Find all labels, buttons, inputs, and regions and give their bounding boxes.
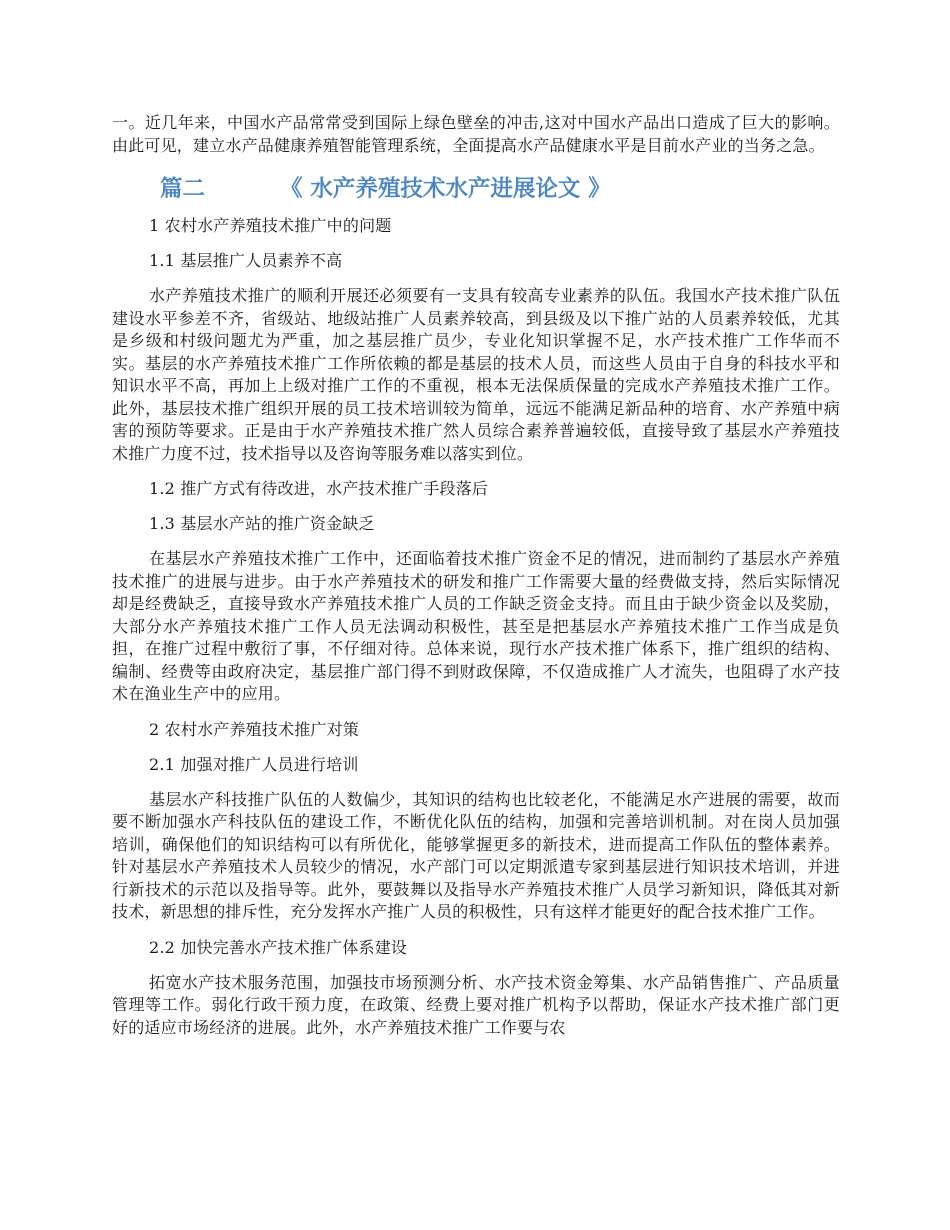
paragraph-2-1: 基层水产科技推广队伍的人数偏少，其知识的结构也比较老化，不能满足水产进展的需要，故而要不断加强水产科技队伍的建设工作，不断优化队伍的结构，加强和完善培训机制。对在岗人员加强培训，确保他们的知识结构可以有所优化，能够掌握更多的新技术，进而提高工作队伍的整体素养。针对基层水产养殖技术人员较少的情况，水产部门可以定期派遣专家到基层进行知识技术培训，并进行新技术的示范以及指导等。此外，要鼓舞以及指导水产养殖技术推广人员学习新知识，降低其对新技术，新思想的排斥性，充分发挥水产推广人员的积极性，只有这样才能更好的配合技术推广工作。 — [112, 789, 840, 921]
section-heading-1-2: 1.2 推广方式有待改进，水产技术推广手段落后 — [149, 479, 489, 498]
section-heading-1: 1 农村水产养殖技术推广中的问题 — [149, 216, 392, 235]
chapter-title: 《 水产养殖技术水产进展论文 》 — [280, 176, 611, 202]
section-heading-2-1: 2.1 加强对推广人员进行培训 — [149, 754, 359, 774]
chapter-tag: 篇二 — [160, 176, 206, 202]
document-page — [112, 112, 840, 1039]
paragraph-1-1: 水产养殖技术推广的顺利开展还必须要有一支具有较高专业素养的队伍。我国水产技术推广队伍建设水平参差不齐，省级站、地级站推广人员素养较高，到县级及以下推广站的人员素养较低，尤其是乡级和村级问题尤为严重，加之基层推广员少，专业化知识掌握不足，水产技术推广工作华而不实。基层的水产养殖技术推广工作所依赖的都是基层的技术人员，而这些人员由于自身的科技水平和知识水平不高，再加上上级对推广工作的不重视，根本无法保质保量的完成水产养殖技术推广工作。此外，基层技术推广组织开展的员工技术培训较为简单，远远不能满足新品种的培育、水产养殖中病害的预防等要求。正是由于水产养殖技术推广然人员综合素养普遍较低，直接导致了基层水产养殖技术推广力度不过，技术指导以及咨询等服务难以落实到位。 — [112, 286, 840, 463]
chapter-heading — [112, 169, 840, 205]
paragraph-1-3: 在基层水产养殖技术推广工作中，还面临着技术推广资金不足的情况，进而制约了基层水产养殖技术推广的进展与进步。由于水产养殖技术的研发和推广工作需要大量的经费做支持，然后实际情况却是经费缺乏，直接导致水产养殖技术推广人员的工作缺乏资金支持。而且由于缺少资金以及奖励，大部分水产养殖技术推广工作人员无法调动积极性，甚至是把基层水产养殖技术推广工作当成是负担，在推广过程中敷衍了事，不仔细对待。总体来说，现行水产技术推广体系下，推广组织的结构、编制、经费等由政府决定，基层推广部门得不到财政保障，不仅造成推广人才流失，也阻碍了水产技术在渔业生产中的应用。 — [112, 549, 840, 703]
section-heading-2: 2 农村水产养殖技术推广对策 — [149, 719, 360, 739]
section-heading-2-2: 2.2 加快完善水产技术推广体系建设 — [149, 937, 408, 957]
paragraph-2-2: 拓宽水产技术服务范围，加强技市场预测分析、水产技术资金筹集、水产品销售推广、产品质量管理等工作。弱化行政干预力度，在政策、经费上要对推广机构予以帮助，保证水产技术推广部门更好的适应市场经济的进展。此外，水产养殖技术推广工作要与农 — [112, 972, 840, 1037]
section-heading-1-1: 1.1 基层推广人员素养不高 — [149, 251, 343, 270]
opening-paragraph: 一。近几年来，中国水产品常常受到国际上绿色壁垒的冲击,这对中国水产品出口造成了巨大的影响。由此可见，建立水产品健康养殖智能管理系统，全面提高水产品健康水平是目前水产业的当务之急。 — [112, 113, 840, 155]
section-heading-1-3: 1.3 基层水产站的推广资金缺乏 — [149, 514, 375, 533]
